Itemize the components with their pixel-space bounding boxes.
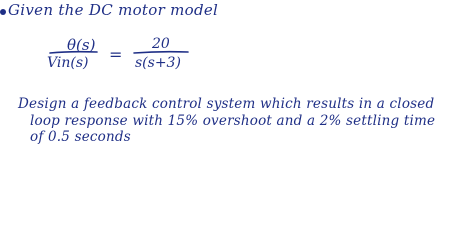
task-line-2: loop response with 15% overshoot and a 2% settling time [30, 113, 436, 129]
rhs-fraction-bar [134, 52, 188, 53]
lhs-denominator: Vin(s) [47, 55, 89, 71]
task-line-1: Design a feedback control system which results in a closed [18, 96, 435, 112]
equals-sign: = [109, 45, 123, 64]
intro-text: Given the DC motor model [8, 1, 219, 19]
lhs-numerator: θ(s) [67, 36, 96, 54]
rhs-denominator: s(s+3) [135, 55, 181, 71]
rhs-numerator: 20 [152, 36, 170, 52]
lhs-fraction-bar [50, 52, 97, 53]
task-line-3: of 0.5 seconds [30, 129, 131, 145]
